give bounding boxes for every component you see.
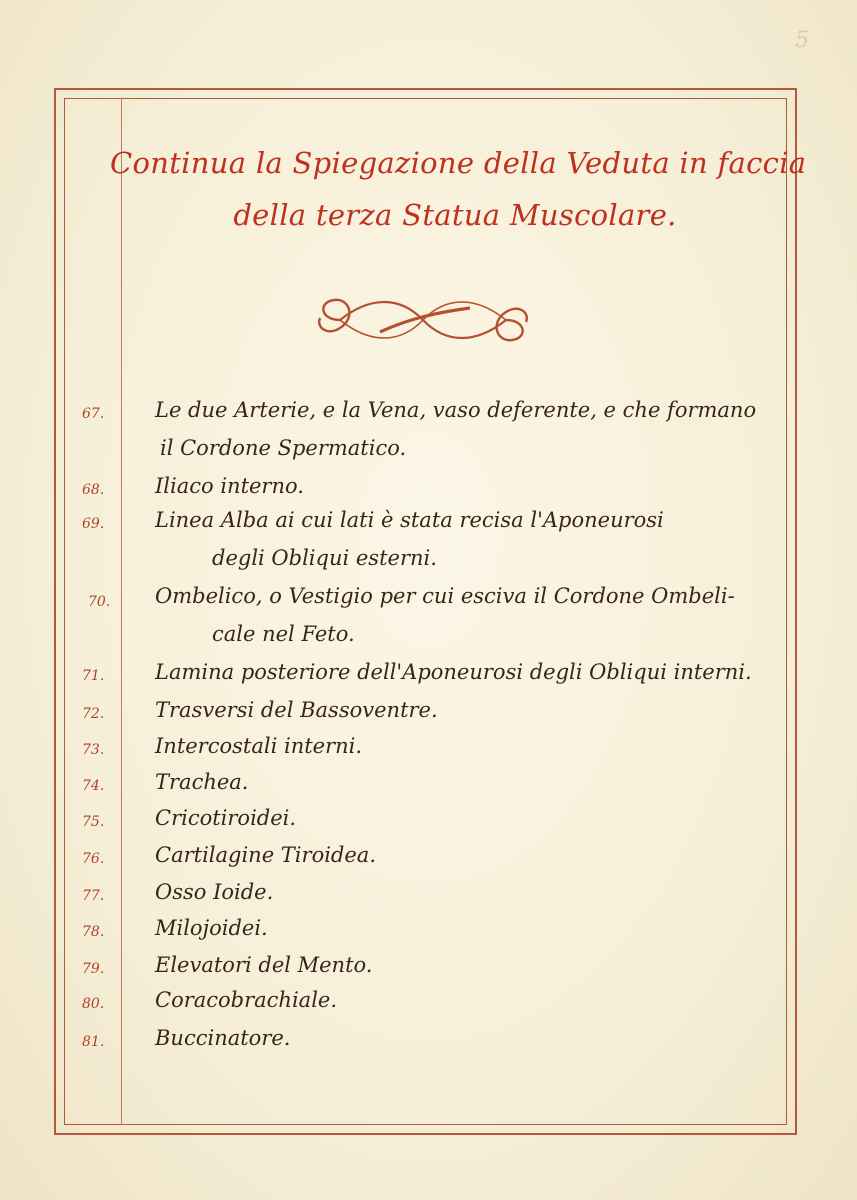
entry-text: Linea Alba ai cui lati è stata recisa l'Aponeurosi xyxy=(155,508,664,532)
entry-number: 75. xyxy=(82,814,105,830)
entry-text: Coracobrachiale. xyxy=(155,988,338,1012)
entry-number: 69. xyxy=(82,516,105,532)
entry-number: 72. xyxy=(82,706,105,722)
entry-text-continuation: degli Obliqui esterni. xyxy=(212,546,437,570)
entry-number: 78. xyxy=(82,924,105,940)
page-number-mark: 5 xyxy=(795,28,809,53)
page-title-line-2: della terza Statua Muscolare. xyxy=(233,198,677,232)
margin-rule-line xyxy=(121,98,122,1125)
entry-number: 70. xyxy=(88,594,111,610)
entry-number: 68. xyxy=(82,482,105,498)
entry-text: Le due Arterie, e la Vena, vaso deferente, e che formano xyxy=(155,398,757,422)
entry-text: Elevatori del Mento. xyxy=(155,953,373,977)
entry-number: 76. xyxy=(82,851,105,867)
entry-text: Trasversi del Bassoventre. xyxy=(155,698,438,722)
entry-text-continuation: cale nel Feto. xyxy=(212,622,355,646)
entry-text: Osso Ioide. xyxy=(155,880,274,904)
entry-text: Trachea. xyxy=(155,770,249,794)
page-title-line-1: Continua la Spiegazione della Veduta in faccia xyxy=(110,146,807,180)
entry-number: 77. xyxy=(82,888,105,904)
entry-number: 80. xyxy=(82,996,105,1012)
entry-text: Milojoidei. xyxy=(155,916,268,940)
entry-text: Iliaco interno. xyxy=(155,474,304,498)
entry-text: Lamina posteriore dell'Aponeurosi degli Obliqui interni. xyxy=(155,660,752,684)
entry-number: 67. xyxy=(82,406,105,422)
entry-number: 79. xyxy=(82,961,105,977)
entry-text-continuation: il Cordone Spermatico. xyxy=(160,436,407,460)
entry-number: 71. xyxy=(82,668,105,684)
entry-text: Buccinatore. xyxy=(155,1026,291,1050)
calligraphic-flourish-ornament xyxy=(310,288,536,352)
entry-text: Ombelico, o Vestigio per cui esciva il Cordone Ombeli- xyxy=(155,584,735,608)
entry-number: 81. xyxy=(82,1034,105,1050)
entry-text: Cartilagine Tiroidea. xyxy=(155,843,376,867)
entry-number: 73. xyxy=(82,742,105,758)
entry-text: Cricotiroidei. xyxy=(155,806,297,830)
entry-number: 74. xyxy=(82,778,105,794)
entry-text: Intercostali interni. xyxy=(155,734,363,758)
